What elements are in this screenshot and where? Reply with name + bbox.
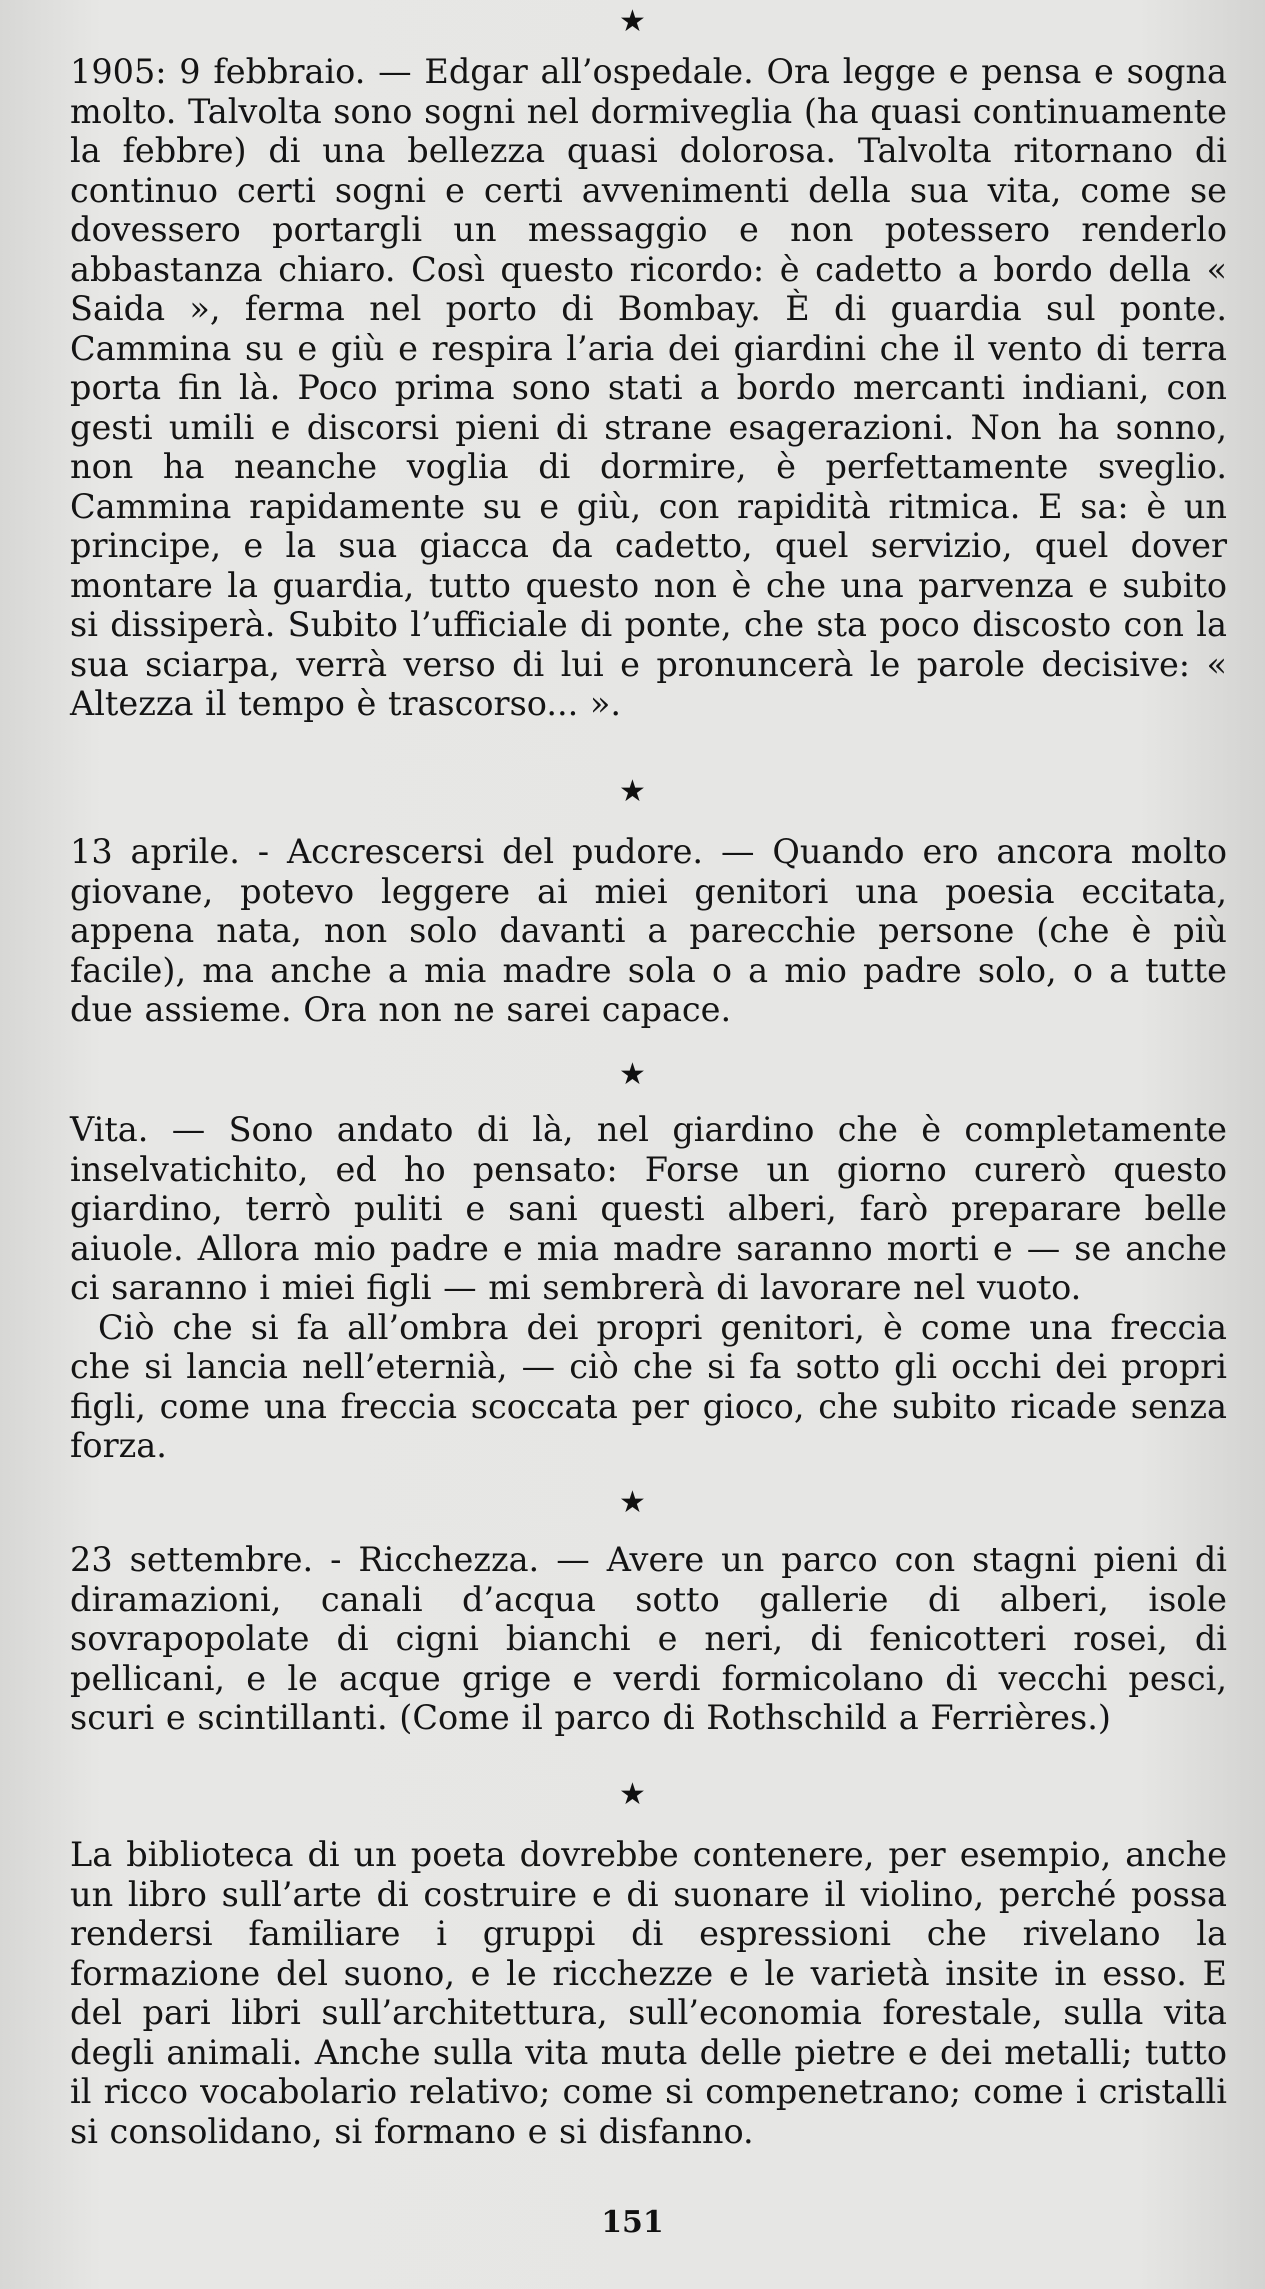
paragraph: 13 aprile. - Accrescersi del pudore. — Quando ero ancora molto giovane, potevo leggere ai miei genitori una poesia eccitata, appena nata, non solo davanti a parecchie persone (che è più facile), ma anche a mia madre sola o a mio padre solo, o a tutte due assieme. Ora non ne sarei capace. xyxy=(70,832,1227,1029)
page-number: 151 xyxy=(601,2205,664,2240)
entry-vita xyxy=(70,1110,1227,1466)
paragraph: 23 settembre. - Ricchezza. — Avere un parco con stagni pieni di diramazioni, canali d’acqua sotto gallerie di alberi, isole sovrapopolate di cigni bianchi e neri, di fenicotteri rosei, di pellicani, e le acque grige e verdi formicolano di vecchi pesci, scuri e scintillanti. (Come il parco di Rothschild a Ferrières.) xyxy=(70,1540,1227,1737)
entry-biblioteca xyxy=(70,1835,1227,2151)
entry-13-aprile xyxy=(70,832,1227,1030)
entry-23-settembre xyxy=(70,1540,1227,1738)
separator-star: ★ xyxy=(619,1057,646,1092)
paragraph: Vita. — Sono andato di là, nel giardino che è completamente inselvatichito, ed ho pensato: Forse un giorno curerò questo giardino, terrò puliti e sani questi alberi, farò preparare belle aiuole. Allora mio padre e mia madre saranno morti e — se anche ci saranno i miei figli — mi sembrerà di lavorare nel vuoto. xyxy=(70,1110,1227,1307)
paragraph: Ciò che si fa all’ombra dei propri genitori, è come una freccia che si lancia nell’eternià, — ciò che si fa sotto gli occhi dei propri figli, come una freccia scoccata per gioco, che subito ricade senza forza. xyxy=(70,1307,1227,1465)
entry-1905-febbraio xyxy=(70,52,1227,724)
separator-star-top: ★ xyxy=(619,4,646,39)
paragraph: 1905: 9 febbraio. — Edgar all’ospedale. Ora legge e pensa e sogna molto. Talvolta sono sogni nel dormiveglia (ha quasi continuamente la febbre) di una bellezza quasi dolorosa. Talvolta ritornano di continuo certi sogni e certi avvenimenti della sua vita, come se dovessero portargli un messaggio e non potessero renderlo abbastanza chiaro. Così questo ricordo: è cadetto a bordo della « Saida », ferma nel porto di Bombay. È di guardia sul ponte. Cammina su e giù e respira l’aria dei giardini che il vento di terra porta fin là. Poco prima sono stati a bordo mercanti indiani, con gesti umili e discorsi pieni di strane esagerazioni. Non ha sonno, non ha neanche voglia di dormire, è perfettamente sveglio. Cammina rapidamente su e giù, con rapidità ritmica. E sa: è un principe, e la sua giacca da cadetto, quel servizio, quel dover montare la guardia, tutto questo non è che una parvenza e subito si dissiperà. Subito l’ufficiale di ponte, che sta poco discosto con la sua sciarpa, verrà verso di lui e pronuncerà le parole decisive: « Altezza il tempo è trascorso... ». xyxy=(70,52,1227,723)
separator-star: ★ xyxy=(619,774,646,809)
paragraph: La biblioteca di un poeta dovrebbe contenere, per esempio, anche un libro sull’arte di costruire e di suonare il violino, perché possa rendersi familiare i gruppi di espressioni che rivelano la formazione del suono, e le ricchezze e le varietà insite in esso. E del pari libri sull’architettura, sull’economia forestale, sulla vita degli animali. Anche sulla vita muta delle pietre e dei metalli; tutto il ricco vocabolario relativo; come si compenetrano; come i cristalli si consolidano, si formano e si disfanno. xyxy=(70,1835,1227,2151)
separator-star: ★ xyxy=(619,1485,646,1520)
separator-star: ★ xyxy=(619,1777,646,1812)
